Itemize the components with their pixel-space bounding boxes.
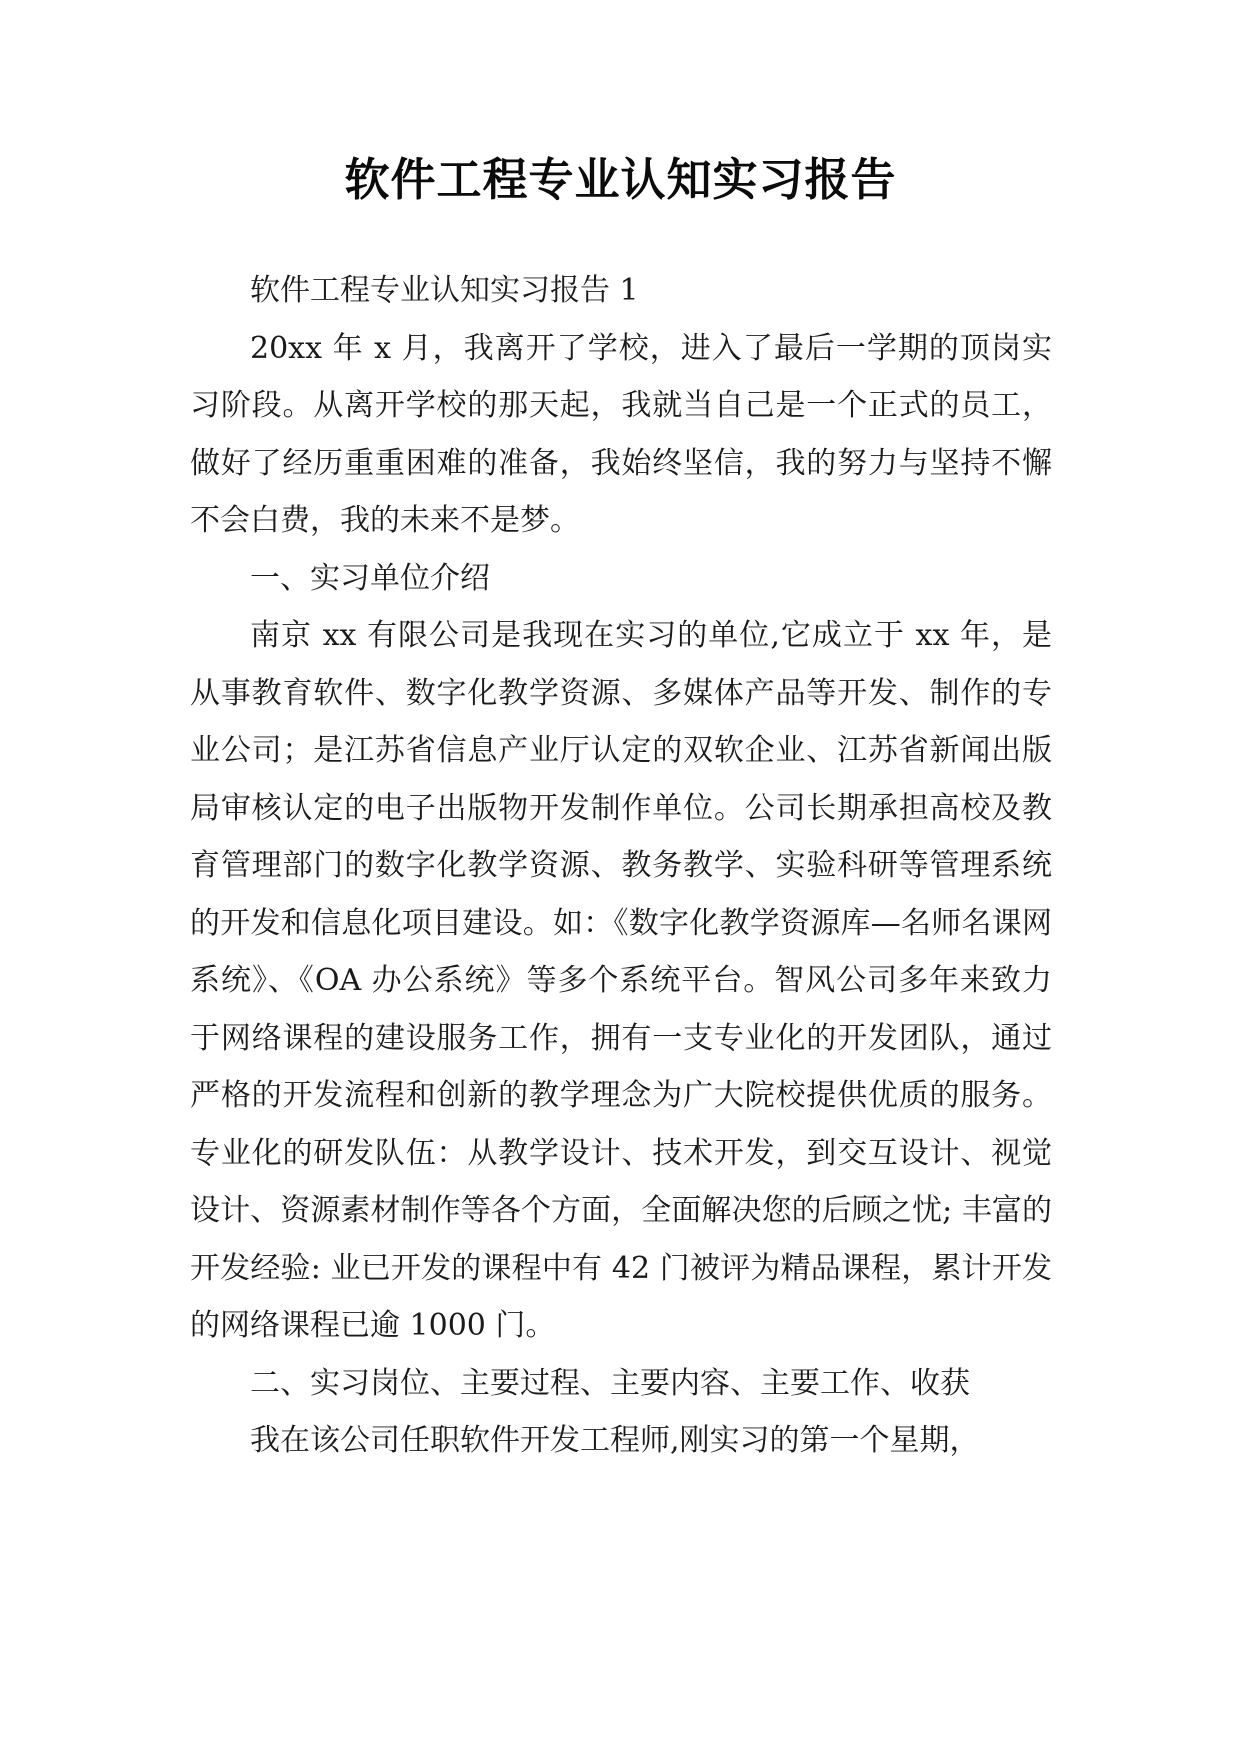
company-paragraph: 南京 xx 有限公司是我现在实习的单位,它成立于 xx 年，是从事教育软件、数字化教学资源、多媒体产品等开发、制作的专业公司；是江苏省信息产业厅认定的双软企业、江苏省新闻出版局审核认定的电子出版物开发制作单位。公司长期承担高校及教育管理部门的数字化教学资源、教务教学、实验科研等管理系统的开发和信息化项目建设。如：《数字化教学资源库—名师名课网系统》、《OA 办公系统》等多个系统平台。智风公司多年来致力于网络课程的建设服务工作，拥有一支专业化的开发团队，通过严格的开发流程和创新的教学理念为广大院校提供优质的服务。专业化的研发队伍：从教学设计、技术开发，到交互设计、视觉设计、资源素材制作等各个方面，全面解决您的后顾之忧; 丰富的开发经验: 业已开发的课程中有 42 门被评为精品课程，累计开发的网络课程已逾 1000 门。 — [190, 618, 1052, 1343]
position-paragraph: 我在该公司任职软件开发工程师,刚实习的第一个星期， — [250, 1423, 980, 1458]
section-heading-company: 一、实习单位介绍 — [250, 560, 490, 596]
report-subtitle: 软件工程专业认知实习报告 1 — [250, 273, 639, 308]
intro-paragraph: 20xx 年 x 月，我离开了学校，进入了最后一学期的顶岗实习阶段。从离开学校的那天起，我就当自己是一个正式的员工，做好了经历重重困难的准备，我始终坚信，我的努力与坚持不懈不会白费，我的未来不是梦。 — [190, 330, 1052, 538]
section-heading-position: 二、实习岗位、主要过程、主要内容、主要工作、收获 — [250, 1365, 970, 1401]
document-title: 软件工程专业认知实习报告 — [344, 153, 897, 206]
document-body — [190, 262, 1052, 1470]
